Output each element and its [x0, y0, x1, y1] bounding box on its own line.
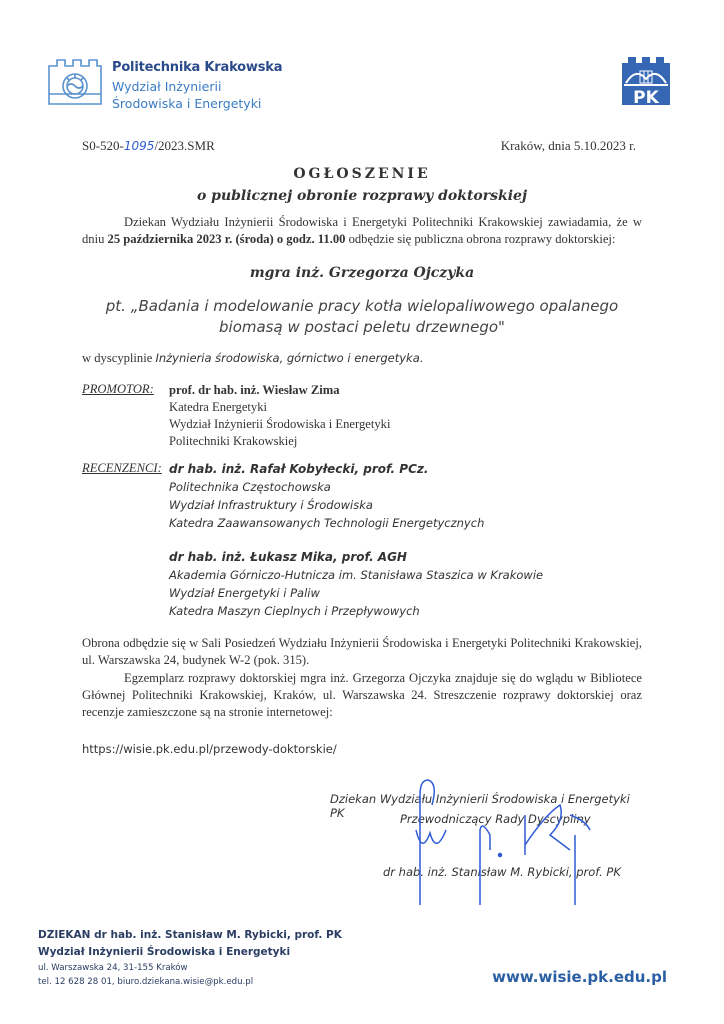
signature-title-1: Dziekan Wydziału Inżynierii Środowiska i Energetyki PK	[330, 792, 630, 820]
availability-paragraph: Egzemplarz rozprawy doktorskiej mgra inż. Grzegorza Ojczyka znajduje się do wglądu w Bibliotece Głównej Politechniki Krakowskiej, Kraków, ul. Warszawska 24. Streszczenie rozprawy doktorskiej oraz recenzje zamieszczone są na stronie internetowej:	[82, 671, 642, 719]
candidate-name: mgra inż. Grzegorza Ojczyka	[249, 265, 475, 281]
document-title: OGŁOSZENIE	[293, 166, 431, 182]
document-date: Kraków, dnia 5.10.2023 r.	[500, 138, 636, 153]
promotor-block: prof. dr hab. inż. Wiesław Zima Katedra Energetyki Wydział Inżynierii Środowiska i Energetyki Politechniki Krakowskiej	[169, 383, 391, 448]
reviewer-name: dr hab. inż. Łukasz Mika, prof. AGH	[169, 550, 407, 564]
handwritten-signature-icon	[370, 775, 610, 905]
faculty-line-1: Wydział Inżynierii	[112, 79, 222, 94]
university-name: Politechnika Krakowska	[112, 60, 283, 75]
reviewer-name: dr hab. inż. Rafał Kobyłecki, prof. PCz.	[169, 462, 429, 476]
pk-university-logo-icon	[622, 57, 670, 105]
reviewers-label: RECENZENCI:	[82, 461, 162, 475]
reviewer-2: dr hab. inż. Łukasz Mika, prof. AGH Akademia Górniczo-Hutnicza im. Stanisława Staszica w Krakowie Wydział Energetyki i Paliw Katedra Maszyn Cieplnych i Przepływowych	[169, 550, 544, 618]
svg-text:PK: PK	[633, 88, 659, 105]
faculty-logo-icon	[47, 58, 103, 106]
footer-faculty: Wydział Inżynierii Środowiska i Energetyki	[38, 946, 291, 958]
faculty-name	[112, 78, 261, 112]
promotor-name: prof. dr hab. inż. Wiesław Zima	[169, 383, 340, 397]
reference-number	[82, 138, 215, 154]
promotor-label: PROMOTOR:	[82, 382, 154, 396]
document-subtitle: o publicznej obronie rozprawy doktorskiej	[196, 188, 528, 204]
ref-handwritten: 1095	[123, 139, 155, 153]
footer-address: ul. Warszawska 24, 31-155 Kraków	[38, 963, 188, 973]
faculty-line-2: Środowiska i Energetyki	[112, 96, 262, 111]
location-paragraph: Obrona odbędzie się w Sali Posiedzeń Wydziału Inżynierii Środowiska i Energetyki Politechniki Krakowskiej, ul. Warszawska 24, budynek W-2 (pok. 315).	[82, 636, 642, 667]
ref-suffix: /2023.SMR	[154, 138, 215, 153]
defense-date: 25 października 2023 r. (środa) o godz. 11.00	[107, 232, 346, 246]
ref-prefix: S0-520-	[82, 138, 124, 153]
footer-contact: tel. 12 628 28 01, biuro.dziekana.wisie@pk.edu.pl	[38, 977, 254, 987]
doctoral-url-link[interactable]: https://wisie.pk.edu.pl/przewody-doktorskie/	[82, 742, 337, 756]
signature-name: dr hab. inż. Stanisław M. Rybicki, prof. PK	[383, 865, 621, 879]
footer-dean: DZIEKAN dr hab. inż. Stanisław M. Rybicki, prof. PK	[38, 929, 342, 941]
footer-website-link[interactable]: www.wisie.pk.edu.pl	[492, 968, 667, 986]
signature-title-2: Przewodniczący Rady Dyscypliny	[400, 812, 591, 826]
reviewer-1: dr hab. inż. Rafał Kobyłecki, prof. PCz. Politechnika Częstochowska Wydział Infrastruktury i Środowiska Katedra Zaawansowanych Technologii Energetycznych	[169, 462, 485, 530]
thesis-title: pt. „Badania i modelowanie pracy kotła wielopaliwowego opalanego biomasą w postaci peletu drzewnego"	[105, 297, 619, 336]
discipline: w dyscyplinie Inżynieria środowiska, górnictwo i energetyka.	[82, 351, 423, 365]
intro-paragraph: Dziekan Wydziału Inżynierii Środowiska i Energetyki Politechniki Krakowskiej zawiadamia, że w dniu 25 października 2023 r. (środa) o godz. 11.00 odbędzie się publiczna obrona rozprawy doktorskiej:	[82, 215, 642, 246]
